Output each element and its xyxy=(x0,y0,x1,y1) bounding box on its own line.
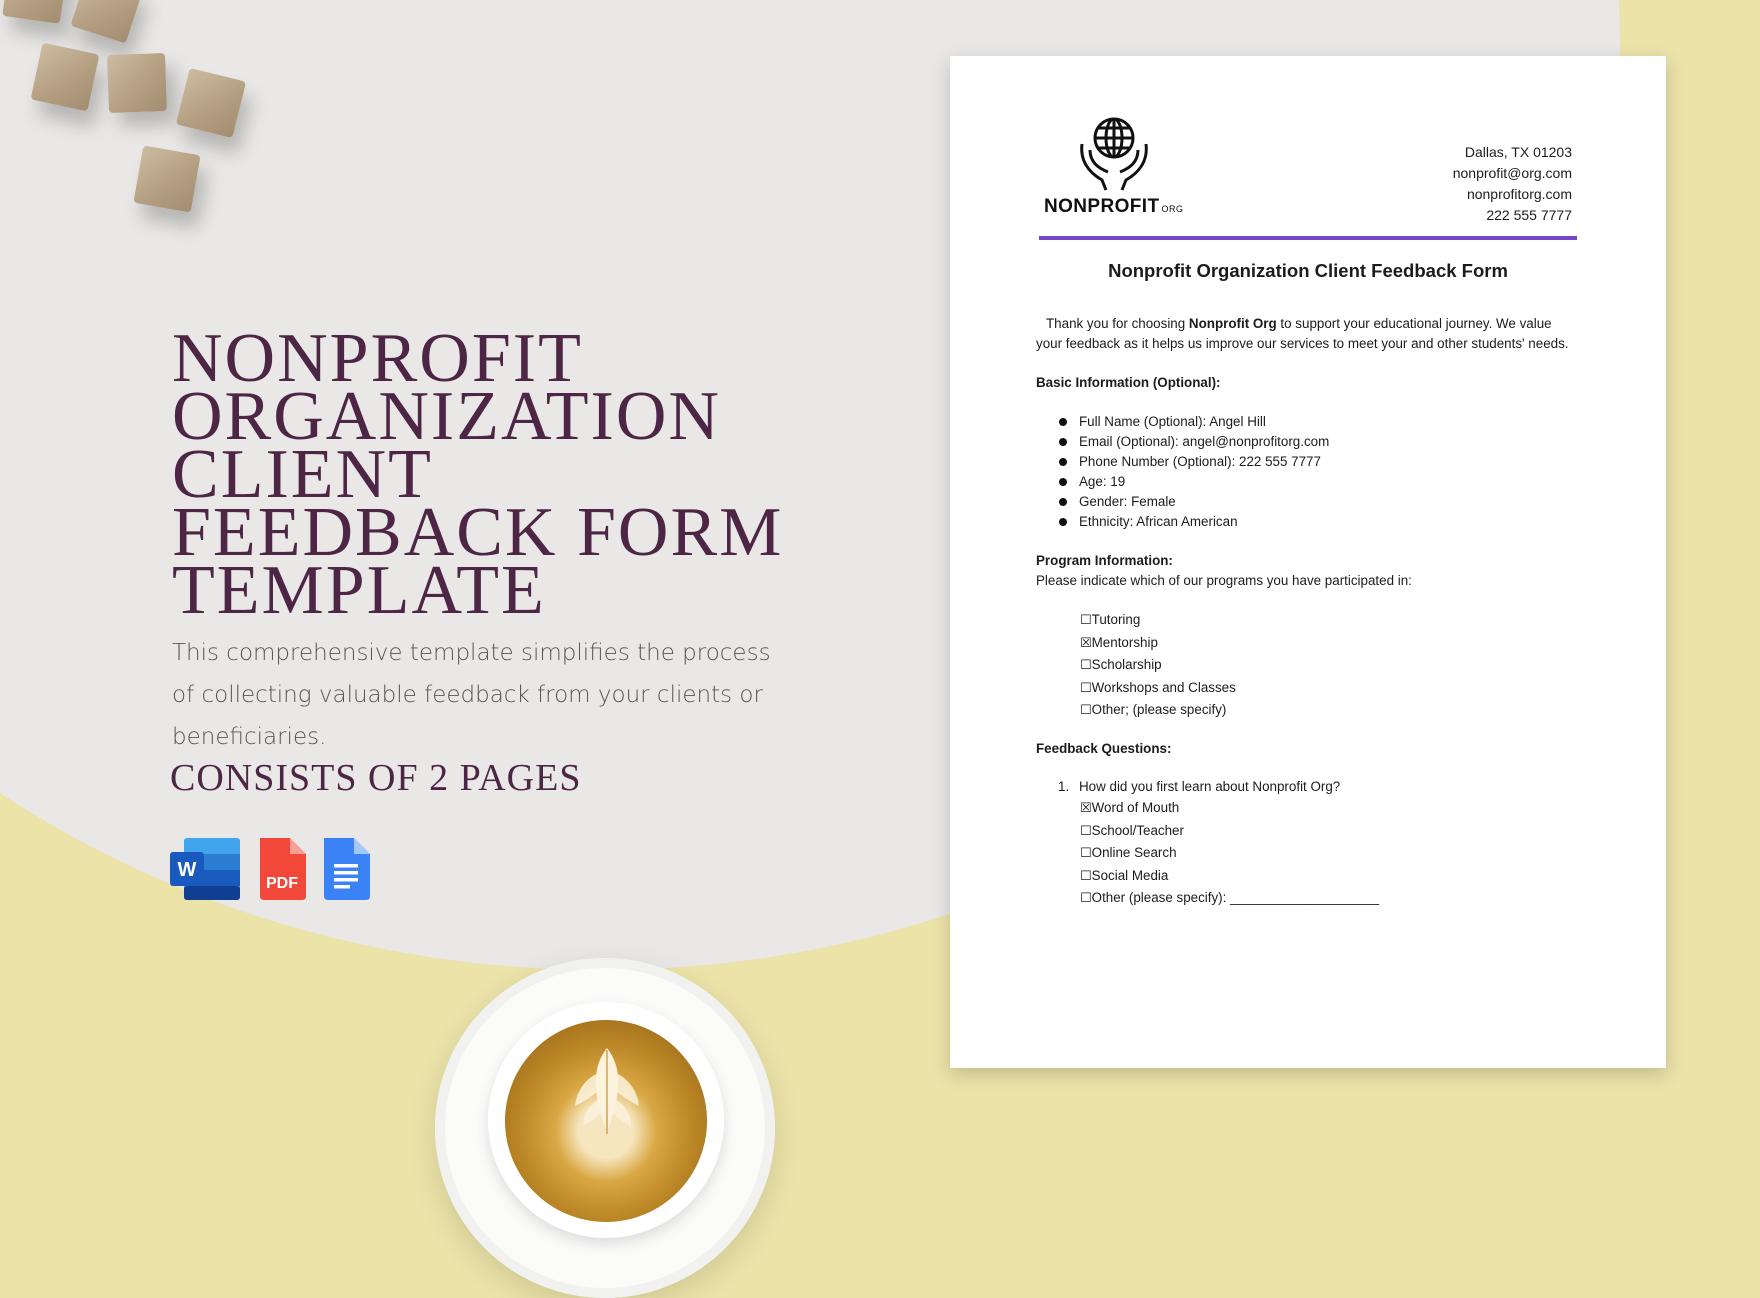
question-number: 1. xyxy=(1058,778,1070,794)
option-label: Tutoring xyxy=(1091,612,1141,627)
checkbox-option xyxy=(1080,887,1576,910)
wooden-cube xyxy=(107,53,167,113)
question-1 xyxy=(1036,777,1576,797)
checkbox-option xyxy=(1080,677,1576,700)
option-label: Scholarship xyxy=(1091,657,1162,673)
word-icon xyxy=(170,836,242,902)
list-item: Age: 19 xyxy=(1036,472,1576,492)
headline-line: FEEDBACK FORM xyxy=(172,494,784,571)
globe-hands-icon xyxy=(1078,116,1150,192)
checkbox-icon: ☐ xyxy=(1080,658,1092,674)
headline-line: ORGANIZATION xyxy=(172,378,721,455)
pages-count-note: CONSISTS OF 2 PAGES xyxy=(170,757,582,799)
template-headline xyxy=(172,320,852,629)
checkbox-option xyxy=(1080,654,1576,677)
basic-info-list xyxy=(1036,412,1576,532)
option-label: Mentorship xyxy=(1091,634,1158,650)
document-body xyxy=(1036,314,1576,910)
checkbox-icon: ☐ xyxy=(1080,613,1092,628)
intro-paragraph xyxy=(1036,314,1576,354)
logo-name: NONPROFIT xyxy=(1044,196,1160,217)
basic-info-heading: Basic Information (Optional): xyxy=(1036,375,1221,390)
checkbox-option xyxy=(1080,609,1576,632)
document-title: Nonprofit Organization Client Feedback Form xyxy=(1108,260,1508,281)
option-label: Social Media xyxy=(1091,867,1169,883)
latte-art-leaf xyxy=(565,1040,649,1140)
option-label: Other (please specify): ____________________ xyxy=(1091,890,1380,906)
checkbox-option xyxy=(1080,797,1576,820)
intro-prefix: Thank you for choosing xyxy=(1046,316,1189,331)
intro-org-name: Nonprofit Org xyxy=(1188,316,1277,331)
checkbox-option xyxy=(1080,820,1576,843)
headline-line: TEMPLATE xyxy=(172,552,546,629)
checkbox-icon: ☐ xyxy=(1080,868,1092,884)
contact-address: Dallas, TX 01203 xyxy=(1464,144,1572,160)
list-item: Gender: Female xyxy=(1036,492,1576,512)
program-info-heading: Program Information: xyxy=(1036,553,1173,568)
wooden-cube xyxy=(133,145,200,212)
feedback-heading: Feedback Questions: xyxy=(1036,740,1172,756)
option-label: Word of Mouth xyxy=(1091,799,1180,815)
checked-box-icon: ☒ xyxy=(1080,800,1092,816)
question-text: How did you first learn about Nonprofit Org? xyxy=(1079,778,1341,794)
pdf-icon xyxy=(256,836,308,902)
contact-website: nonprofitorg.com xyxy=(1466,186,1572,202)
contact-phone: 222 555 7777 xyxy=(1486,207,1572,223)
word-icon-letter: W xyxy=(177,859,197,881)
checkbox-icon: ☐ xyxy=(1080,703,1092,719)
checkbox-icon: ☐ xyxy=(1080,680,1092,696)
wooden-cube xyxy=(31,43,100,112)
checkbox-option xyxy=(1080,699,1576,722)
document-page xyxy=(950,56,1666,1068)
option-label: School/Teacher xyxy=(1091,822,1184,838)
pdf-icon-label: PDF xyxy=(266,875,298,892)
headline-line: CLIENT xyxy=(172,436,433,513)
checkbox-icon: ☐ xyxy=(1080,823,1092,839)
list-item: Ethnicity: African American xyxy=(1036,512,1576,532)
checked-box-icon: ☒ xyxy=(1080,635,1092,651)
option-label: Other; (please specify) xyxy=(1091,702,1227,718)
logo-suffix: ORG xyxy=(1161,204,1184,214)
checkbox-option xyxy=(1080,865,1576,888)
logo-wordmark xyxy=(1044,196,1184,218)
google-docs-icon xyxy=(320,836,372,902)
intro-suffix: to support your educational journey. We value your feedback as it helps us improve our services to meet your and other students' needs. xyxy=(1036,316,1569,351)
list-item: Full Name (Optional): Angel Hill xyxy=(1036,412,1576,432)
question-1-options xyxy=(1036,797,1576,910)
checkbox-icon: ☐ xyxy=(1080,846,1092,862)
checkbox-icon: ☐ xyxy=(1080,891,1092,907)
template-description: This comprehensive template simplifies the process of collecting valuable feedback from your clients or beneficiaries. xyxy=(172,640,771,750)
option-label: Workshops and Classes xyxy=(1091,679,1236,695)
contact-email: nonprofit@org.com xyxy=(1452,165,1572,181)
header-divider xyxy=(1039,236,1577,240)
nonprofit-logo xyxy=(1044,116,1204,226)
headline-line: NONPROFIT xyxy=(172,320,583,397)
checkbox-option xyxy=(1080,842,1576,865)
program-options xyxy=(1036,609,1576,722)
checkbox-option xyxy=(1080,632,1576,655)
list-item: Email (Optional): angel@nonprofitorg.com xyxy=(1036,432,1576,452)
contact-block xyxy=(1453,142,1572,226)
option-label: Online Search xyxy=(1091,845,1177,861)
list-item: Phone Number (Optional): 222 555 7777 xyxy=(1036,452,1576,472)
program-prompt: Please indicate which of our programs you have participated in: xyxy=(1036,573,1412,588)
